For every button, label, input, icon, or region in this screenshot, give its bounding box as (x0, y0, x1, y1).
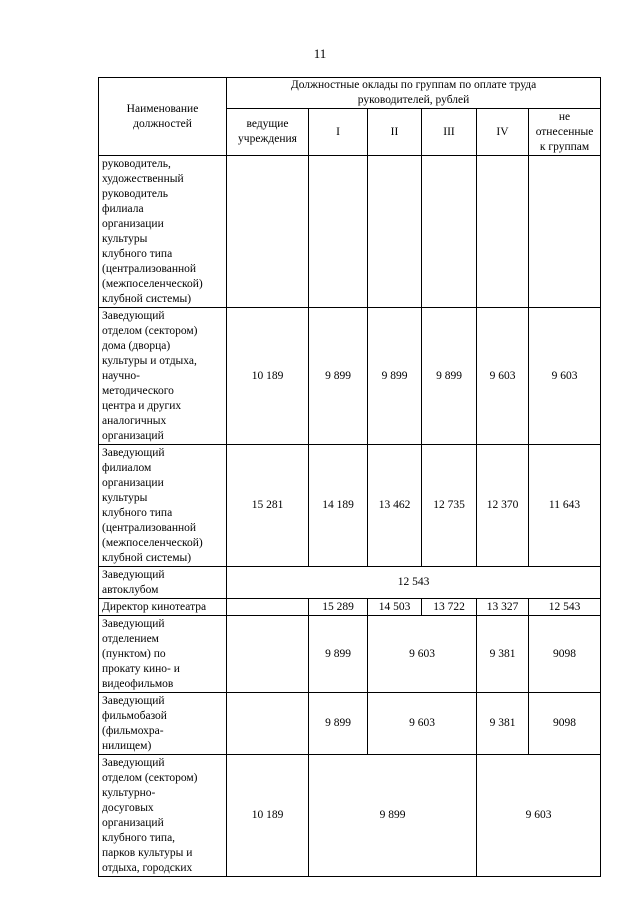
table-row (99, 567, 601, 599)
salary-cell: 11 643 (529, 445, 601, 567)
table-row (99, 693, 601, 755)
salary-cell (529, 156, 601, 308)
salary-cell: 14 503 (368, 599, 422, 616)
table-row (99, 156, 601, 308)
table-row (99, 755, 601, 877)
salary-cell: 9 899 (309, 616, 368, 693)
salary-cell-merged: 9 899 (309, 755, 477, 877)
header-group-caption: Должностные оклады по группам по оплате труда руководителей, рублей (227, 78, 601, 109)
header-position-name: Наименование должностей (99, 78, 227, 156)
header-col-group-3: III (422, 109, 477, 156)
salary-cell: 12 543 (529, 599, 601, 616)
position-name: руководитель, художественный руководитель филиала организации культуры клубного типа (централизованной (межпоселенческой) клубной системы) (99, 156, 227, 308)
position-name: Директор кинотеатра (99, 599, 227, 616)
position-name: Заведующий отделением (пунктом) по прокату кино- и видеофильмов (99, 616, 227, 693)
page-number: 11 (313, 46, 327, 61)
salary-cell: 10 189 (227, 755, 309, 877)
salary-cell: 9 899 (309, 308, 368, 445)
salary-cell: 13 462 (368, 445, 422, 567)
salary-cell: 9 381 (477, 616, 529, 693)
salary-cell: 9 899 (422, 308, 477, 445)
salary-cell: 15 289 (309, 599, 368, 616)
header-col-group-1: I (309, 109, 368, 156)
salary-cell-merged: 9 603 (477, 755, 601, 877)
salary-cell: 15 281 (227, 445, 309, 567)
salary-cell (227, 616, 309, 693)
salary-cell: 10 189 (227, 308, 309, 445)
salary-cell: 14 189 (309, 445, 368, 567)
header-col-leading: ведущие учреждения (227, 109, 309, 156)
salary-cell (309, 156, 368, 308)
salary-cell (368, 156, 422, 308)
salary-cell: 9098 (529, 693, 601, 755)
salary-cell (422, 156, 477, 308)
salary-cell: 12 735 (422, 445, 477, 567)
salary-cell (227, 599, 309, 616)
position-name: Заведующий отделом (сектором) дома (дворца) культуры и отдыха, научно- методического центра и других аналогичных организаций (99, 308, 227, 445)
salary-cell: 9 899 (368, 308, 422, 445)
salary-cell (227, 156, 309, 308)
position-name: Заведующий отделом (сектором) культурно- досуговых организаций клубного типа, парков культуры и отдыха, городских (99, 755, 227, 877)
salary-table (98, 77, 601, 877)
salary-cell: 12 370 (477, 445, 529, 567)
table-row (99, 616, 601, 693)
header-col-group-4: IV (477, 109, 529, 156)
salary-cell: 9 899 (309, 693, 368, 755)
salary-cell (477, 156, 529, 308)
salary-cell: 9 381 (477, 693, 529, 755)
salary-cell-merged: 9 603 (368, 616, 477, 693)
table-row (99, 445, 601, 567)
table-row (99, 599, 601, 616)
salary-cell (227, 693, 309, 755)
salary-cell: 9 603 (529, 308, 601, 445)
salary-cell: 13 327 (477, 599, 529, 616)
position-name: Заведующий филиалом организации культуры клубного типа (централизованной (межпоселенческой) клубной системы) (99, 445, 227, 567)
header-col-group-2: II (368, 109, 422, 156)
salary-cell-merged: 9 603 (368, 693, 477, 755)
salary-cell-merged: 12 543 (227, 567, 601, 599)
salary-cell: 9 603 (477, 308, 529, 445)
salary-cell: 13 722 (422, 599, 477, 616)
header-col-unassigned: не отнесенные к группам (529, 109, 601, 156)
table-row (99, 308, 601, 445)
salary-cell: 9098 (529, 616, 601, 693)
position-name: Заведующий автоклубом (99, 567, 227, 599)
position-name: Заведующий фильмобазой (фильмохра- нилищем) (99, 693, 227, 755)
